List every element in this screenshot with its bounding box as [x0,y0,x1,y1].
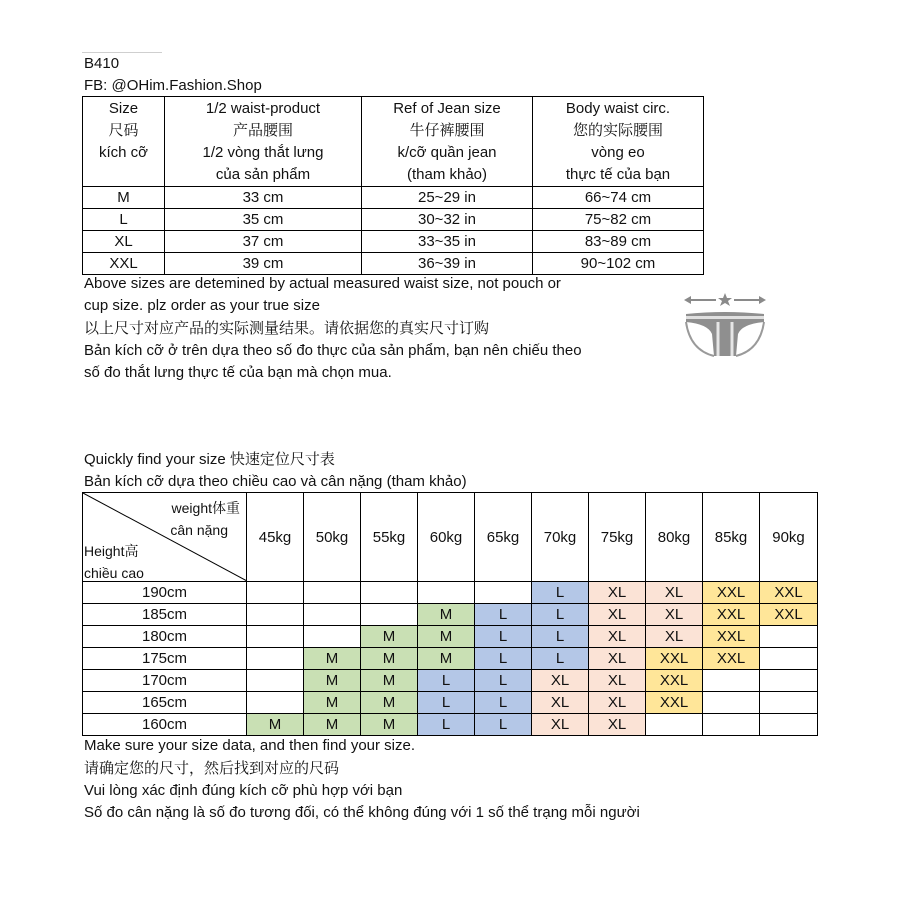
footer-line-1: Make sure your size data, and then find your size. [84,737,416,754]
jean-size-header: Ref of Jean size 牛仔裤腰围 k/cỡ quần jean (tham khảo) [362,97,533,187]
waist-size-table [82,96,704,275]
body-waist-cell: 66~74 cm [533,187,704,209]
size-recommendation-cell [247,582,304,604]
size-recommendation-cell: M [304,692,361,714]
size-recommendation-cell [361,604,418,626]
size-recommendation-cell: XXL [646,692,703,714]
size-recommendation-cell: M [304,714,361,736]
size-recommendation-cell: XL [589,670,646,692]
size-recommendation-cell [418,582,475,604]
half-waist-cell: 33 cm [165,187,362,209]
note-line-4: Bản kích cỡ ở trên dựa theo số đo thực của sản phẩm, bạn nên chiếu theo [84,342,582,359]
size-recommendation-cell [760,692,818,714]
weight-header: 55kg [361,493,418,582]
height-cell: 185cm [83,604,247,626]
size-recommendation-cell [247,648,304,670]
size-cell: XXL [83,253,165,275]
height-weight-table [82,492,818,736]
quick-find-title: Quickly find your size 快速定位尺寸表 [84,451,335,468]
size-recommendation-cell: XXL [760,604,818,626]
size-recommendation-cell: XXL [703,648,760,670]
half-waist-cell: 37 cm [165,231,362,253]
weight-header: 75kg [589,493,646,582]
size-recommendation-cell: L [475,648,532,670]
size-recommendation-cell: M [418,626,475,648]
size-recommendation-cell: XXL [703,626,760,648]
size-recommendation-cell [247,692,304,714]
size-recommendation-cell: M [361,670,418,692]
size-recommendation-cell: XL [646,604,703,626]
size-recommendation-cell [361,582,418,604]
size-recommendation-cell: M [361,692,418,714]
size-recommendation-cell [475,582,532,604]
half-waist-cell: 39 cm [165,253,362,275]
size-recommendation-cell [760,714,818,736]
footer-line-2: 请确定您的尺寸，然后找到对应的尺码 [84,760,340,777]
jean-size-cell: 36~39 in [362,253,533,275]
weight-header: 80kg [646,493,703,582]
height-cell: 165cm [83,692,247,714]
size-recommendation-cell [760,670,818,692]
size-recommendation-cell [703,714,760,736]
footer-line-4: Số đo cân nặng là số đo tương đối, có thể không đúng với 1 số thể trạng mỗi người [84,804,640,821]
size-recommendation-cell: M [304,648,361,670]
size-recommendation-cell [247,626,304,648]
size-recommendation-cell: L [475,714,532,736]
jean-size-cell: 25~29 in [362,187,533,209]
size-recommendation-cell: XL [532,714,589,736]
size-recommendation-cell: XL [646,626,703,648]
size-recommendation-cell: XXL [646,670,703,692]
size-recommendation-cell: XL [589,692,646,714]
half-waist-header: 1/2 waist-product 产品腰围 1/2 vòng thắt lưng của sản phẩm [165,97,362,187]
quick-find-subtitle: Bản kích cỡ dựa theo chiều cao và cân nặng (tham khảo) [84,473,467,490]
size-recommendation-cell: L [475,626,532,648]
weight-header: 50kg [304,493,361,582]
size-recommendation-cell: M [304,670,361,692]
weight-header: 85kg [703,493,760,582]
size-recommendation-cell: M [247,714,304,736]
half-waist-cell: 35 cm [165,209,362,231]
table-row [83,692,818,714]
note-line-5: số đo thắt lưng thực tế của bạn mà chọn mua. [84,364,392,381]
size-recommendation-cell: XL [589,626,646,648]
size-recommendation-cell: XL [532,692,589,714]
weight-header: 90kg [760,493,818,582]
size-cell: L [83,209,165,231]
height-cell: 175cm [83,648,247,670]
size-recommendation-cell [703,692,760,714]
size-recommendation-cell: XL [532,670,589,692]
size-recommendation-cell [247,604,304,626]
size-recommendation-cell: XXL [760,582,818,604]
body-waist-cell: 75~82 cm [533,209,704,231]
size-recommendation-cell: L [532,626,589,648]
briefs-measurement-icon [682,290,768,362]
size-recommendation-cell: M [361,648,418,670]
table-row [83,582,818,604]
product-code: B410 [84,55,120,72]
note-line-3: 以上尺寸对应产品的实际测量结果。请依据您的真实尺寸订购 [84,320,490,337]
facebook-handle: FB: @OHim.Fashion.Shop [84,77,262,94]
size-recommendation-cell: L [532,604,589,626]
body-waist-cell: 83~89 cm [533,231,704,253]
weight-header: 65kg [475,493,532,582]
size-recommendation-cell: L [532,582,589,604]
size-recommendation-cell [247,670,304,692]
height-cell: 170cm [83,670,247,692]
size-recommendation-cell: XL [589,604,646,626]
table-row [83,714,818,736]
size-recommendation-cell: M [418,648,475,670]
size-recommendation-cell: XL [589,648,646,670]
body-waist-header: Body waist circ. 您的实际腰围 vòng eo thực tế của bạn [533,97,704,187]
height-cell: 160cm [83,714,247,736]
note-line-1: Above sizes are detemined by actual measured waist size, not pouch or [84,275,561,292]
size-recommendation-cell [304,582,361,604]
size-recommendation-cell [304,626,361,648]
table-header-row [83,97,704,187]
size-recommendation-cell [760,626,818,648]
size-recommendation-cell: L [418,692,475,714]
height-cell: 180cm [83,626,247,648]
weight-header: 60kg [418,493,475,582]
weight-header-row [83,493,818,582]
size-recommendation-cell: L [418,714,475,736]
table-row [83,253,704,275]
table-row [83,670,818,692]
size-recommendation-cell [646,714,703,736]
size-header: Size 尺码 kích cỡ [83,97,165,187]
size-recommendation-cell [760,648,818,670]
size-recommendation-cell: L [532,648,589,670]
table-row [83,187,704,209]
size-recommendation-cell: L [475,670,532,692]
size-recommendation-cell: L [475,692,532,714]
size-cell: XL [83,231,165,253]
table-row [83,648,818,670]
size-recommendation-cell: M [361,626,418,648]
size-cell: M [83,187,165,209]
size-recommendation-cell: XXL [703,582,760,604]
weight-header: 45kg [247,493,304,582]
size-recommendation-cell [304,604,361,626]
size-recommendation-cell: XXL [703,604,760,626]
table-row [83,604,818,626]
table-row [83,626,818,648]
corner-header: weight体重 cân nặng Height高 chiều cao [83,493,247,582]
jean-size-cell: 30~32 in [362,209,533,231]
size-recommendation-cell [703,670,760,692]
size-recommendation-cell: L [418,670,475,692]
body-waist-cell: 90~102 cm [533,253,704,275]
weight-header: 70kg [532,493,589,582]
size-recommendation-cell: XXL [646,648,703,670]
size-recommendation-cell: XL [589,582,646,604]
footer-line-3: Vui lòng xác định đúng kích cỡ phù hợp với bạn [84,782,403,799]
size-recommendation-cell: XL [646,582,703,604]
jean-size-cell: 33~35 in [362,231,533,253]
note-line-2: cup size. plz order as your true size [84,297,320,314]
table-row [83,209,704,231]
size-recommendation-cell: XL [589,714,646,736]
size-recommendation-cell: M [361,714,418,736]
size-recommendation-cell: L [475,604,532,626]
table-row [83,231,704,253]
size-recommendation-cell: M [418,604,475,626]
height-cell: 190cm [83,582,247,604]
